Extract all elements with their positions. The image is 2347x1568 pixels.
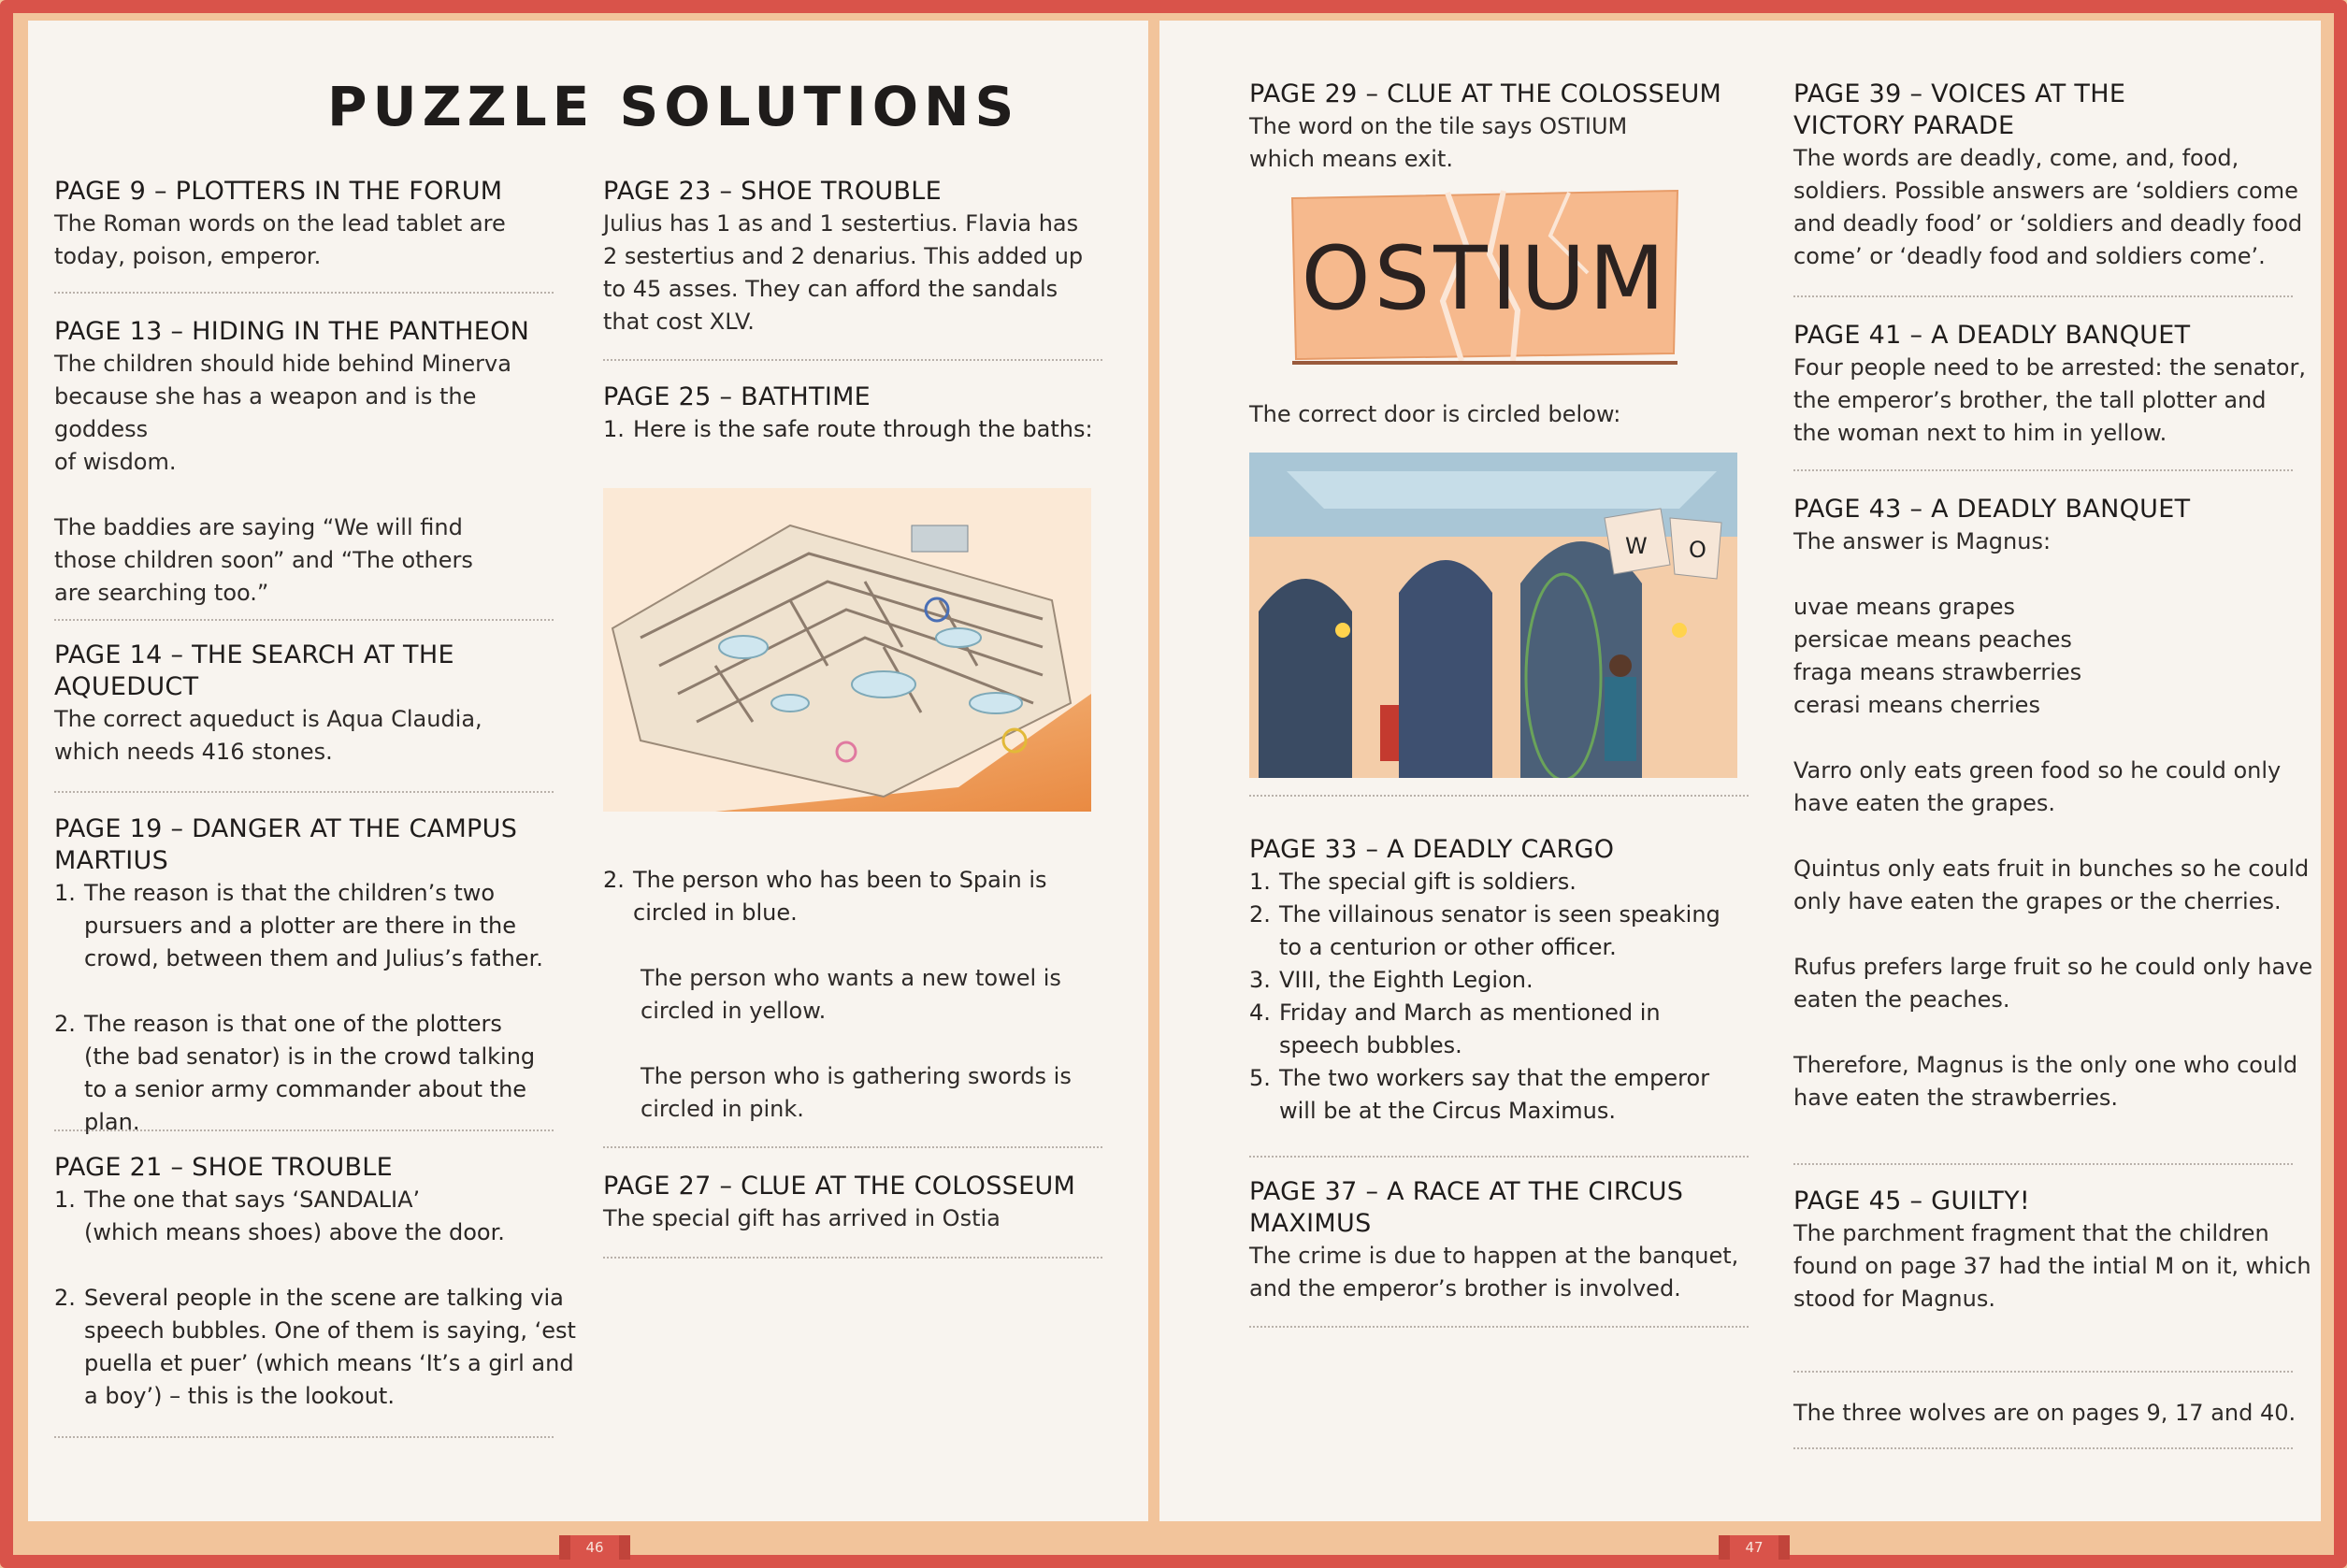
text-line: The answer is Magnus:	[1793, 528, 2052, 554]
divider	[54, 1129, 554, 1131]
divider	[603, 1257, 1102, 1259]
section-heading: PAGE 14 – THE SEARCH AT THE	[54, 640, 454, 669]
text-line: The person who wants a new towel is	[641, 965, 1061, 991]
section-page-29	[1249, 79, 1754, 176]
text-line: the emperor’s brother, the tall plotter and	[1793, 387, 2267, 413]
section-heading: MARTIUS	[54, 846, 169, 875]
section-heading: PAGE 37 – A RACE AT THE CIRCUS	[1249, 1177, 1684, 1206]
divider	[1793, 1163, 2293, 1165]
section-page-33	[1249, 834, 1773, 1128]
text-line: The crime is due to happen at the banquet,	[1249, 1243, 1739, 1269]
divider	[1249, 1326, 1749, 1328]
text-line: circled in yellow.	[641, 998, 827, 1024]
section-heading: PAGE 27 – CLUE AT THE COLOSSEUM	[603, 1172, 1076, 1201]
list-item: 2. The reason is that one of the plotters (the bad senator) is in the crowd talking to a senior army commander about the plan.	[54, 1011, 536, 1135]
left-page	[28, 21, 1148, 1556]
divider	[54, 1436, 554, 1438]
list-item: 4. Friday and March as mentioned in speech bubbles.	[1249, 1000, 1661, 1058]
section-page-25-continued	[603, 864, 1127, 1126]
text-line: soldiers. Possible answers are ‘soldiers come	[1793, 178, 2298, 204]
text-line: the woman next to him in yellow.	[1793, 420, 2167, 446]
section-heading: MAXIMUS	[1249, 1209, 1372, 1238]
section-heading: PAGE 13 – HIDING IN THE PANTHEON	[54, 317, 530, 346]
section-page-23	[603, 176, 1108, 338]
list-item: 2. The person who has been to Spain is circled in blue.	[603, 867, 1047, 926]
section-page-45	[1793, 1186, 2317, 1316]
divider	[54, 292, 554, 294]
door-caption	[1249, 398, 1754, 431]
section-page-19	[54, 813, 578, 1139]
section-heading: PAGE 21 – SHOE TROUBLE	[54, 1153, 393, 1182]
section-page-25	[603, 381, 1127, 446]
text-line: come’ or ‘deadly food and soldiers come’.	[1793, 243, 2266, 269]
section-heading: PAGE 33 – A DEADLY CARGO	[1249, 835, 1615, 864]
right-page	[1159, 21, 2321, 1556]
text-line: persicae means peaches	[1793, 626, 2072, 653]
divider	[54, 791, 554, 793]
divider	[603, 359, 1102, 361]
text-line: those children soon” and “The others	[54, 547, 473, 573]
text-line: The correct aqueduct is Aqua Claudia,	[54, 706, 482, 732]
list-item: 2. The villainous senator is seen speaking to a centurion or other officer.	[1249, 901, 1721, 960]
text-line: Varro only eats green food so he could only	[1793, 757, 2282, 784]
text-line: 2 sestertius and 2 denarius. This added up	[603, 243, 1084, 269]
list-item: 3. VIII, the Eighth Legion.	[1249, 967, 1533, 993]
section-page-27	[603, 1171, 1127, 1235]
page-number-left: 46	[570, 1535, 619, 1560]
text-line: have eaten the strawberries.	[1793, 1085, 2119, 1111]
text-line: The three wolves are on pages 9, 17 and 40.	[1793, 1400, 2297, 1426]
text-line: stood for Magnus.	[1793, 1286, 1995, 1312]
divider	[1249, 1156, 1749, 1158]
list-item: 5. The two workers say that the emperor will be at the Circus Maximus.	[1249, 1065, 1710, 1124]
list-item: 2. Several people in the scene are talking via speech bubbles. One of them is saying, ‘est puella et puer’ (which means ‘It’s a girl and a boy’) – this is the lookout.	[54, 1285, 576, 1409]
wolves-note	[1793, 1397, 2317, 1430]
text-line: that cost XLV.	[603, 309, 755, 335]
text-line: are searching too.”	[54, 580, 269, 606]
section-page-21	[54, 1152, 578, 1413]
text-line: only have eaten the grapes or the cherries.	[1793, 888, 2282, 914]
divider	[1793, 1447, 2293, 1449]
text-line: The parchment fragment that the children	[1793, 1220, 2269, 1246]
text-line: Quintus only eats fruit in bunches so he could	[1793, 856, 2310, 882]
text-line: The baddies are saying “We will find	[54, 514, 463, 540]
section-heading: VICTORY PARADE	[1793, 111, 2015, 140]
text-line: to 45 asses. They can afford the sandals	[603, 276, 1058, 302]
section-heading: PAGE 41 – A DEADLY BANQUET	[1793, 321, 2191, 350]
list-item: 1. The special gift is soldiers.	[1249, 869, 1577, 895]
divider	[1793, 469, 2293, 471]
page-number-right: 47	[1730, 1535, 1778, 1560]
text-line: The word on the tile says OSTIUM	[1249, 113, 1628, 139]
section-page-41	[1793, 320, 2317, 450]
text-line: which means exit.	[1249, 146, 1453, 172]
colosseum-doors-illustration	[1249, 453, 1737, 778]
text-line: found on page 37 had the intial M on it, which	[1793, 1253, 2311, 1279]
section-heading: PAGE 19 – DANGER AT THE CAMPUS	[54, 814, 518, 843]
section-heading: PAGE 39 – VOICES AT THE	[1793, 79, 2126, 108]
text-line: The Roman words on the lead tablet are	[54, 210, 506, 237]
text-line: Julius has 1 as and 1 sestertius. Flavia has	[603, 210, 1079, 237]
section-heading: PAGE 23 – SHOE TROUBLE	[603, 177, 942, 206]
text-line: of wisdom.	[54, 449, 177, 475]
text-line: The special gift has arrived in Ostia	[603, 1205, 1001, 1231]
page-title: PUZZLE SOLUTIONS	[327, 75, 1020, 138]
ostium-tile	[1289, 189, 1681, 365]
text-line: Four people need to be arrested: the senator,	[1793, 354, 2306, 381]
text-line: because she has a weapon and is the goddess	[54, 383, 477, 442]
list-item: 1. The reason is that the children’s two pursuers and a plotter are there in the crowd, between them and Julius’s father.	[54, 880, 543, 971]
section-heading: PAGE 9 – PLOTTERS IN THE FORUM	[54, 177, 503, 206]
divider	[603, 1146, 1102, 1148]
divider	[1793, 295, 2293, 297]
text-line: The children should hide behind Minerva	[54, 351, 511, 377]
list-item: 1. The one that says ‘SANDALIA’ (which means shoes) above the door.	[54, 1187, 505, 1245]
text-line: and the emperor’s brother is involved.	[1249, 1275, 1681, 1302]
text-line: The words are deadly, come, and, food,	[1793, 145, 2239, 171]
section-heading: AQUEDUCT	[54, 672, 199, 701]
text-line: have eaten the grapes.	[1793, 790, 2055, 816]
section-heading: PAGE 43 – A DEADLY BANQUET	[1793, 495, 2191, 524]
text-line: cerasi means cherries	[1793, 692, 2040, 718]
divider	[1793, 1371, 2293, 1373]
section-heading: PAGE 29 – CLUE AT THE COLOSSEUM	[1249, 79, 1722, 108]
text-line: today, poison, emperor.	[54, 243, 322, 269]
section-page-43	[1793, 494, 2317, 1115]
tile-word: OSTIUM	[1301, 228, 1669, 330]
svg-text:O: O	[1689, 537, 1706, 563]
text-line: The person who is gathering swords is	[641, 1063, 1072, 1089]
text-line: Rufus prefers large fruit so he could only have	[1793, 954, 2313, 980]
text-line: circled in pink.	[641, 1096, 804, 1122]
text-line: fraga means strawberries	[1793, 659, 2082, 685]
section-page-37	[1249, 1176, 1773, 1305]
section-heading: PAGE 45 – GUILTY!	[1793, 1187, 2031, 1216]
text-line: and deadly food’ or ‘soldiers and deadly food	[1793, 210, 2303, 237]
text-line: which needs 416 stones.	[54, 739, 333, 765]
divider	[1249, 795, 1749, 797]
baths-maze-illustration	[603, 488, 1091, 812]
text-line: Therefore, Magnus is the only one who could	[1793, 1052, 2298, 1078]
section-page-13	[54, 316, 559, 610]
section-page-14	[54, 640, 559, 769]
text-line: uvae means grapes	[1793, 594, 2016, 620]
divider	[54, 619, 554, 621]
section-heading: PAGE 25 – BATHTIME	[603, 382, 871, 411]
section-page-9	[54, 176, 559, 273]
text-line: eaten the peaches.	[1793, 986, 2010, 1013]
svg-text:W: W	[1625, 533, 1648, 559]
list-item: 1. Here is the safe route through the baths:	[603, 416, 1093, 442]
text-line: The correct door is circled below:	[1249, 401, 1621, 427]
section-page-39	[1793, 79, 2317, 273]
